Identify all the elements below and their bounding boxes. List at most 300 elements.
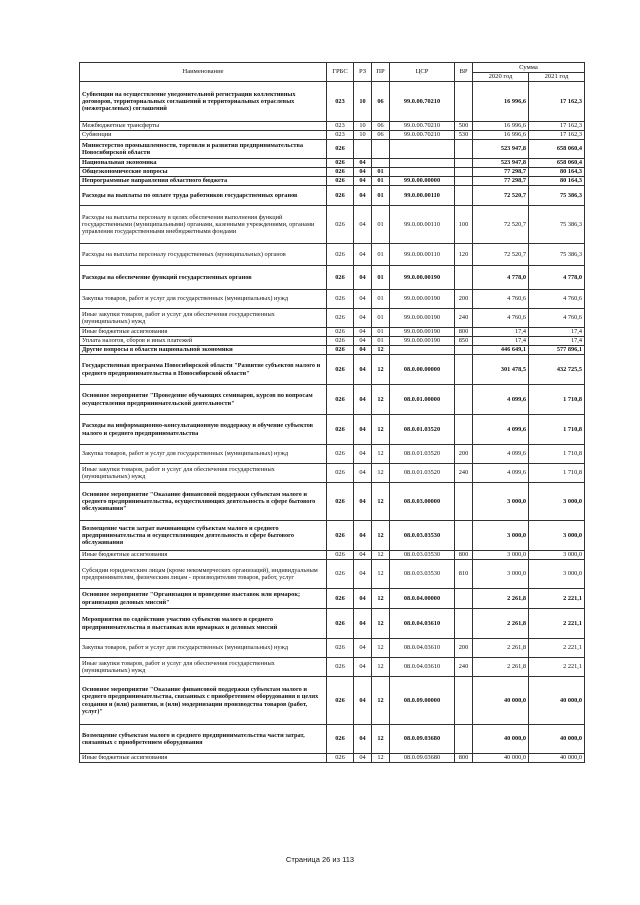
col-header-vr: ВР xyxy=(455,63,473,82)
row-sum-2021: 1 710,8 xyxy=(529,415,585,445)
row-csr: 99.0.00.70210 xyxy=(390,122,455,131)
col-header-2021: 2021 год xyxy=(529,73,585,82)
table-row xyxy=(80,140,585,159)
row-csr: 08.0.01.03520 xyxy=(390,415,455,445)
row-sum-2021: 3 000,0 xyxy=(529,521,585,551)
row-grbs: 026 xyxy=(327,206,354,244)
row-pr: 06 xyxy=(372,122,390,131)
row-csr xyxy=(390,159,455,168)
row-csr xyxy=(390,168,455,177)
row-grbs: 026 xyxy=(327,266,354,290)
row-grbs: 026 xyxy=(327,483,354,521)
row-grbs: 026 xyxy=(327,168,354,177)
table-row xyxy=(80,415,585,445)
row-grbs: 026 xyxy=(327,464,354,483)
row-vr: 530 xyxy=(455,131,473,140)
table-row xyxy=(80,521,585,551)
row-rz: 04 xyxy=(354,609,372,639)
row-name: Возмещение части затрат начинающим субъектам малого и среднего предпринимательства и осуществляющим деятельность в сфере бытового обслуживания xyxy=(80,521,327,551)
row-csr: 99.0.00.00190 xyxy=(390,337,455,346)
row-vr xyxy=(455,483,473,521)
table-row xyxy=(80,483,585,521)
row-sum-2021: 75 386,3 xyxy=(529,186,585,206)
row-sum-2021: 2 221,1 xyxy=(529,639,585,658)
row-vr xyxy=(455,677,473,725)
row-pr: 01 xyxy=(372,309,390,328)
row-name: Иные закупки товаров, работ и услуг для обеспечения государственных (муниципальных) нужд xyxy=(80,464,327,483)
row-rz: 04 xyxy=(354,328,372,337)
row-rz: 04 xyxy=(354,521,372,551)
row-grbs: 026 xyxy=(327,415,354,445)
col-header-grbs: ГРБС xyxy=(327,63,354,82)
row-vr xyxy=(455,140,473,159)
row-sum-2021: 3 000,0 xyxy=(529,560,585,589)
row-pr: 12 xyxy=(372,639,390,658)
row-pr: 06 xyxy=(372,82,390,122)
row-vr xyxy=(455,725,473,754)
row-rz: 04 xyxy=(354,244,372,266)
row-sum-2020: 16 996,6 xyxy=(473,131,529,140)
row-csr: 08.0.03.03530 xyxy=(390,551,455,560)
table-row xyxy=(80,754,585,763)
row-sum-2021: 17,4 xyxy=(529,337,585,346)
row-sum-2020: 72 520,7 xyxy=(473,206,529,244)
row-csr: 08.0.00.00000 xyxy=(390,355,455,385)
table-row xyxy=(80,639,585,658)
row-name: Основное мероприятие "Организация и проведение выставок или ярмарок; организация деловых миссий" xyxy=(80,589,327,609)
row-name: Расходы на информационно-консультационную поддержку и обучение субъектов малого и среднего предпринимательства xyxy=(80,415,327,445)
row-vr xyxy=(455,589,473,609)
row-vr xyxy=(455,609,473,639)
row-vr: 240 xyxy=(455,309,473,328)
row-vr: 240 xyxy=(455,464,473,483)
row-name: Расходы на выплаты персоналу государственных (муниципальных) органов xyxy=(80,244,327,266)
row-vr: 100 xyxy=(455,206,473,244)
row-name: Расходы на выплаты персоналу в целях обеспечения выполнения функций государственными (муниципальными) органами, казенными учреждениями, органами управления государственными внебюджетными фондами xyxy=(80,206,327,244)
row-rz: 04 xyxy=(354,560,372,589)
row-grbs: 026 xyxy=(327,346,354,355)
row-sum-2021: 1 710,8 xyxy=(529,385,585,415)
row-pr: 01 xyxy=(372,328,390,337)
row-pr: 01 xyxy=(372,186,390,206)
table-row xyxy=(80,337,585,346)
row-sum-2020: 77 298,7 xyxy=(473,177,529,186)
row-csr: 99.0.00.00000 xyxy=(390,177,455,186)
row-pr: 12 xyxy=(372,609,390,639)
row-grbs: 026 xyxy=(327,677,354,725)
row-sum-2021: 4 760,6 xyxy=(529,309,585,328)
row-grbs: 026 xyxy=(327,177,354,186)
table-row xyxy=(80,122,585,131)
row-csr: 99.0.00.00110 xyxy=(390,244,455,266)
table-row xyxy=(80,677,585,725)
row-sum-2020: 4 099,6 xyxy=(473,464,529,483)
row-grbs: 026 xyxy=(327,159,354,168)
row-pr: 12 xyxy=(372,754,390,763)
row-sum-2020: 301 478,5 xyxy=(473,355,529,385)
table-row xyxy=(80,159,585,168)
row-rz: 04 xyxy=(354,385,372,415)
row-csr: 08.0.09.03680 xyxy=(390,725,455,754)
row-sum-2020: 3 000,0 xyxy=(473,483,529,521)
row-vr xyxy=(455,168,473,177)
row-rz: 04 xyxy=(354,415,372,445)
row-sum-2020: 2 261,8 xyxy=(473,658,529,677)
row-grbs: 026 xyxy=(327,725,354,754)
row-csr xyxy=(390,140,455,159)
row-name: Субвенции xyxy=(80,131,327,140)
row-name: Межбюджетные трансферты xyxy=(80,122,327,131)
row-sum-2020: 16 996,6 xyxy=(473,82,529,122)
row-rz: 04 xyxy=(354,677,372,725)
row-pr: 12 xyxy=(372,589,390,609)
row-sum-2021: 3 000,0 xyxy=(529,483,585,521)
row-sum-2020: 4 099,6 xyxy=(473,445,529,464)
row-csr: 99.0.00.00190 xyxy=(390,328,455,337)
row-pr: 12 xyxy=(372,483,390,521)
row-sum-2021: 40 000,0 xyxy=(529,725,585,754)
row-grbs: 026 xyxy=(327,521,354,551)
row-rz: 04 xyxy=(354,206,372,244)
row-csr: 08.0.09.03680 xyxy=(390,754,455,763)
row-csr: 08.0.04.03610 xyxy=(390,639,455,658)
row-sum-2021: 658 060,4 xyxy=(529,140,585,159)
row-vr: 500 xyxy=(455,122,473,131)
row-sum-2020: 2 261,8 xyxy=(473,639,529,658)
row-vr xyxy=(455,346,473,355)
row-pr: 12 xyxy=(372,677,390,725)
row-pr: 12 xyxy=(372,415,390,445)
page-number: Страница 26 из 113 xyxy=(285,855,355,864)
row-rz: 04 xyxy=(354,355,372,385)
row-grbs: 026 xyxy=(327,589,354,609)
row-sum-2021: 2 221,1 xyxy=(529,658,585,677)
table-row xyxy=(80,328,585,337)
row-pr: 12 xyxy=(372,658,390,677)
row-csr: 99.0.00.00110 xyxy=(390,186,455,206)
row-sum-2020: 3 000,0 xyxy=(473,521,529,551)
row-sum-2020: 446 649,1 xyxy=(473,346,529,355)
row-rz: 04 xyxy=(354,725,372,754)
row-rz xyxy=(354,140,372,159)
row-rz: 04 xyxy=(354,589,372,609)
row-sum-2021: 577 896,1 xyxy=(529,346,585,355)
row-pr: 12 xyxy=(372,346,390,355)
row-grbs: 023 xyxy=(327,82,354,122)
row-sum-2020: 77 298,7 xyxy=(473,168,529,177)
row-pr: 12 xyxy=(372,355,390,385)
row-pr: 01 xyxy=(372,290,390,309)
table-row xyxy=(80,589,585,609)
row-sum-2020: 40 000,0 xyxy=(473,754,529,763)
row-sum-2021: 432 725,5 xyxy=(529,355,585,385)
row-pr xyxy=(372,140,390,159)
row-sum-2021: 40 000,0 xyxy=(529,754,585,763)
row-grbs: 026 xyxy=(327,445,354,464)
row-csr: 08.0.03.03530 xyxy=(390,560,455,589)
row-name: Расходы на выплаты по оплате труда работников государственных органов xyxy=(80,186,327,206)
table-row xyxy=(80,309,585,328)
row-csr: 99.0.00.00190 xyxy=(390,290,455,309)
row-name: Иные бюджетные ассигнования xyxy=(80,551,327,560)
row-sum-2021: 2 221,1 xyxy=(529,589,585,609)
row-rz: 04 xyxy=(354,551,372,560)
row-sum-2021: 658 060,4 xyxy=(529,159,585,168)
row-name: Другие вопросы в области национальной экономики xyxy=(80,346,327,355)
row-name: Уплата налогов, сборов и иных платежей xyxy=(80,337,327,346)
row-grbs: 026 xyxy=(327,355,354,385)
row-sum-2021: 1 710,8 xyxy=(529,464,585,483)
row-vr xyxy=(455,521,473,551)
row-csr: 08.0.04.00000 xyxy=(390,589,455,609)
col-header-name: Наименование xyxy=(80,63,327,82)
table-row xyxy=(80,266,585,290)
table-row xyxy=(80,609,585,639)
row-pr: 12 xyxy=(372,521,390,551)
row-csr: 08.0.03.03530 xyxy=(390,521,455,551)
row-grbs: 026 xyxy=(327,290,354,309)
row-sum-2021: 2 221,1 xyxy=(529,609,585,639)
table-row xyxy=(80,186,585,206)
row-rz: 04 xyxy=(354,445,372,464)
row-name: Возмещение субъектам малого и среднего предпринимательства части затрат, связанных с приобретением оборудования xyxy=(80,725,327,754)
budget-table xyxy=(79,62,585,763)
row-rz: 04 xyxy=(354,290,372,309)
row-name: Непрограммные направления областного бюджета xyxy=(80,177,327,186)
row-vr xyxy=(455,355,473,385)
row-name: Основное мероприятие "Оказание финансовой поддержки субъектам малого и среднего предпринимательства, связанных с приобретением оборудования в целях создания и (или) развития, и (или) модернизации производства товаров (работ, услуг)" xyxy=(80,677,327,725)
row-vr: 810 xyxy=(455,560,473,589)
row-rz: 04 xyxy=(354,346,372,355)
row-rz: 04 xyxy=(354,658,372,677)
table-row xyxy=(80,445,585,464)
row-name: Основное мероприятие "Проведение обучающих семинаров, курсов по вопросам осуществления предпринимательской деятельности" xyxy=(80,385,327,415)
table-row xyxy=(80,355,585,385)
row-sum-2020: 17,4 xyxy=(473,337,529,346)
table-row xyxy=(80,131,585,140)
row-rz: 04 xyxy=(354,464,372,483)
row-name: Мероприятия по содействию участию субъектов малого и среднего предпринимательства в выставках или ярмарках и деловых миссий xyxy=(80,609,327,639)
table-row xyxy=(80,464,585,483)
row-name: Основное мероприятие "Оказание финансовой поддержки субъектам малого и среднего предпринимательства, осуществляющих деятельность в сфере бытового обслуживания" xyxy=(80,483,327,521)
row-rz: 04 xyxy=(354,309,372,328)
row-grbs: 026 xyxy=(327,309,354,328)
row-pr: 12 xyxy=(372,725,390,754)
row-grbs: 026 xyxy=(327,754,354,763)
row-rz: 10 xyxy=(354,131,372,140)
row-sum-2021: 17,4 xyxy=(529,328,585,337)
row-vr xyxy=(455,415,473,445)
row-sum-2020: 4 099,6 xyxy=(473,385,529,415)
row-sum-2021: 1 710,8 xyxy=(529,445,585,464)
row-sum-2020: 16 996,6 xyxy=(473,122,529,131)
row-sum-2020: 40 000,0 xyxy=(473,725,529,754)
row-pr: 01 xyxy=(372,337,390,346)
row-rz: 04 xyxy=(354,159,372,168)
row-name: Общеэкономические вопросы xyxy=(80,168,327,177)
row-csr: 08.0.01.03520 xyxy=(390,464,455,483)
row-grbs: 026 xyxy=(327,658,354,677)
row-rz: 04 xyxy=(354,168,372,177)
row-sum-2020: 523 947,8 xyxy=(473,159,529,168)
row-vr: 200 xyxy=(455,290,473,309)
row-rz: 04 xyxy=(354,266,372,290)
row-sum-2021: 4 760,6 xyxy=(529,290,585,309)
table-row xyxy=(80,168,585,177)
row-sum-2021: 80 164,3 xyxy=(529,168,585,177)
row-sum-2021: 3 000,0 xyxy=(529,551,585,560)
row-grbs: 026 xyxy=(327,385,354,415)
row-sum-2020: 17,4 xyxy=(473,328,529,337)
row-rz: 04 xyxy=(354,337,372,346)
row-grbs: 026 xyxy=(327,244,354,266)
table-row xyxy=(80,206,585,244)
table-row xyxy=(80,177,585,186)
row-sum-2020: 523 947,8 xyxy=(473,140,529,159)
row-vr: 800 xyxy=(455,551,473,560)
table-row xyxy=(80,658,585,677)
row-vr xyxy=(455,159,473,168)
col-header-2020: 2020 год xyxy=(473,73,529,82)
row-vr: 800 xyxy=(455,754,473,763)
row-pr: 06 xyxy=(372,131,390,140)
table-row xyxy=(80,290,585,309)
row-grbs: 026 xyxy=(327,560,354,589)
row-name: Закупка товаров, работ и услуг для государственных (муниципальных) нужд xyxy=(80,639,327,658)
row-pr: 01 xyxy=(372,168,390,177)
row-rz: 04 xyxy=(354,177,372,186)
row-vr xyxy=(455,385,473,415)
row-vr: 200 xyxy=(455,639,473,658)
col-header-rz: РЗ xyxy=(354,63,372,82)
col-header-sum: Сумма xyxy=(473,63,585,73)
row-rz: 10 xyxy=(354,122,372,131)
row-pr: 01 xyxy=(372,206,390,244)
row-csr: 99.0.00.00190 xyxy=(390,309,455,328)
row-sum-2021: 75 386,3 xyxy=(529,244,585,266)
row-pr: 12 xyxy=(372,445,390,464)
row-pr: 01 xyxy=(372,244,390,266)
table-row xyxy=(80,560,585,589)
row-name: Иные бюджетные ассигнования xyxy=(80,328,327,337)
row-csr: 08.0.01.00000 xyxy=(390,385,455,415)
row-name: Иные закупки товаров, работ и услуг для обеспечения государственных (муниципальных) нужд xyxy=(80,309,327,328)
table-row xyxy=(80,385,585,415)
row-rz: 04 xyxy=(354,186,372,206)
row-name: Иные закупки товаров, работ и услуг для обеспечения государственных (муниципальных) нужд xyxy=(80,658,327,677)
row-name: Субвенции на осуществление уведомительной регистрации коллективных договоров, территориальных соглашений и территориальных отраслевых (межотраслевых) соглашений xyxy=(80,82,327,122)
row-grbs: 026 xyxy=(327,551,354,560)
row-pr: 12 xyxy=(372,464,390,483)
row-csr xyxy=(390,346,455,355)
row-sum-2020: 3 000,0 xyxy=(473,560,529,589)
row-pr: 12 xyxy=(372,385,390,415)
row-sum-2021: 75 386,3 xyxy=(529,206,585,244)
row-vr xyxy=(455,186,473,206)
row-sum-2020: 72 520,7 xyxy=(473,186,529,206)
row-csr: 08.0.03.00000 xyxy=(390,483,455,521)
row-grbs: 023 xyxy=(327,131,354,140)
row-grbs: 026 xyxy=(327,328,354,337)
table-body xyxy=(80,82,585,763)
row-pr xyxy=(372,159,390,168)
row-sum-2021: 40 000,0 xyxy=(529,677,585,725)
row-sum-2021: 17 162,3 xyxy=(529,82,585,122)
row-pr: 12 xyxy=(372,560,390,589)
row-rz: 04 xyxy=(354,754,372,763)
row-name: Расходы на обеспечение функций государственных органов xyxy=(80,266,327,290)
row-vr xyxy=(455,266,473,290)
row-grbs: 026 xyxy=(327,140,354,159)
row-csr: 08.0.01.03520 xyxy=(390,445,455,464)
row-name: Министерство промышленности, торговли и развития предпринимательства Новосибирской области xyxy=(80,140,327,159)
row-pr: 01 xyxy=(372,266,390,290)
row-grbs: 026 xyxy=(327,609,354,639)
row-name: Закупка товаров, работ и услуг для государственных (муниципальных) нужд xyxy=(80,445,327,464)
row-sum-2020: 2 261,8 xyxy=(473,589,529,609)
row-sum-2020: 40 000,0 xyxy=(473,677,529,725)
row-sum-2020: 4 778,0 xyxy=(473,266,529,290)
row-csr: 08.0.04.03610 xyxy=(390,609,455,639)
table-row xyxy=(80,82,585,122)
col-header-pr: ПР xyxy=(372,63,390,82)
row-sum-2020: 2 261,8 xyxy=(473,609,529,639)
row-vr: 240 xyxy=(455,658,473,677)
row-vr xyxy=(455,82,473,122)
table-row xyxy=(80,244,585,266)
row-grbs: 026 xyxy=(327,639,354,658)
table-row xyxy=(80,551,585,560)
row-csr: 08.0.09.00000 xyxy=(390,677,455,725)
row-csr: 99.0.00.00190 xyxy=(390,266,455,290)
row-rz: 04 xyxy=(354,639,372,658)
row-name: Закупка товаров, работ и услуг для государственных (муниципальных) нужд xyxy=(80,290,327,309)
row-sum-2020: 4 760,6 xyxy=(473,309,529,328)
row-sum-2020: 72 520,7 xyxy=(473,244,529,266)
row-sum-2020: 3 000,0 xyxy=(473,551,529,560)
row-grbs: 023 xyxy=(327,122,354,131)
row-vr: 200 xyxy=(455,445,473,464)
row-sum-2020: 4 099,6 xyxy=(473,415,529,445)
row-grbs: 026 xyxy=(327,186,354,206)
row-name: Субсидии юридическим лицам (кроме некоммерческих организаций), индивидуальным предпринимателям, физическим лицам - производителям товаров, работ, услуг xyxy=(80,560,327,589)
row-rz: 10 xyxy=(354,82,372,122)
row-vr: 120 xyxy=(455,244,473,266)
row-name: Государственная программа Новосибирской области "Развитие субъектов малого и среднего предпринимательства в Новосибирской области" xyxy=(80,355,327,385)
table-row xyxy=(80,346,585,355)
row-grbs: 026 xyxy=(327,337,354,346)
row-pr: 12 xyxy=(372,551,390,560)
row-vr: 800 xyxy=(455,328,473,337)
row-sum-2020: 4 760,6 xyxy=(473,290,529,309)
row-rz: 04 xyxy=(354,483,372,521)
row-name: Иные бюджетные ассигнования xyxy=(80,754,327,763)
row-sum-2021: 17 162,3 xyxy=(529,131,585,140)
row-sum-2021: 4 778,0 xyxy=(529,266,585,290)
row-csr: 08.0.04.03610 xyxy=(390,658,455,677)
row-pr: 01 xyxy=(372,177,390,186)
row-csr: 99.0.00.00110 xyxy=(390,206,455,244)
row-csr: 99.0.00.70210 xyxy=(390,131,455,140)
row-vr: 850 xyxy=(455,337,473,346)
table-row xyxy=(80,725,585,754)
row-sum-2021: 80 164,3 xyxy=(529,177,585,186)
row-csr: 99.0.00.70210 xyxy=(390,82,455,122)
row-vr xyxy=(455,177,473,186)
col-header-csr: ЦСР xyxy=(390,63,455,82)
row-name: Национальная экономика xyxy=(80,159,327,168)
row-sum-2021: 17 162,3 xyxy=(529,122,585,131)
